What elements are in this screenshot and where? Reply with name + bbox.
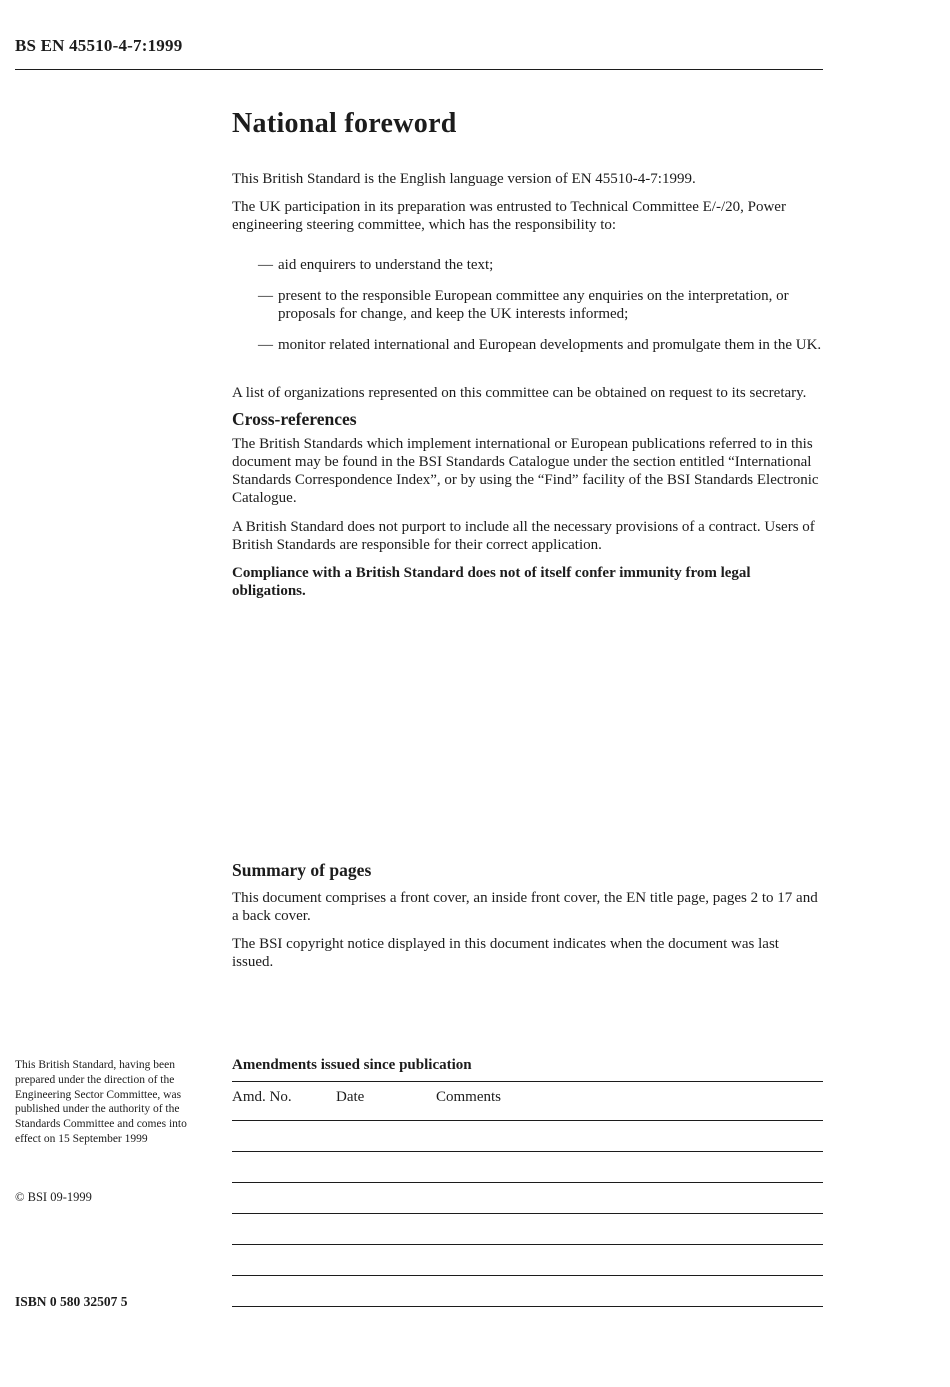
paragraph-contract: A British Standard does not purport to include all the necessary provisions of a contract. Users of British Standards are responsible for their correct application. — [232, 519, 815, 553]
bullet-dash: — — [258, 288, 273, 304]
document-number: BS EN 45510-4-7:1999 — [15, 36, 183, 55]
header-divider — [15, 69, 823, 70]
column-header-amd-no: Amd. No. — [232, 1089, 292, 1105]
paragraph-version: This British Standard is the English language version of EN 45510-4-7:1999. — [232, 171, 696, 187]
bullet-item — [232, 256, 823, 274]
amendments-section — [232, 1056, 823, 1307]
paragraph-summary-pages: This document comprises a front cover, an inside front cover, the EN title page, pages 2 to 17 and a back cover. — [232, 890, 818, 924]
amendments-table — [232, 1081, 823, 1307]
bullet-text: aid enquirers to understand the text; — [278, 257, 494, 273]
cross-references-heading: Cross-references — [232, 409, 357, 429]
bullet-dash: — — [258, 337, 273, 353]
amendments-empty-row — [232, 1245, 823, 1276]
paragraph-cross-refs: The British Standards which implement international or European publications referred to in this document may be found in the BSI Standards Catalogue under the section entitled “International Standards Correspondence Index”, or by using the “Find” facility of the BSI Standards Electronic Catalogue. — [232, 436, 819, 506]
paragraph-copyright-notice: The BSI copyright notice displayed in this document indicates when the document was last issued. — [232, 936, 779, 970]
amendments-table-header — [232, 1082, 823, 1121]
column-header-comments: Comments — [436, 1089, 502, 1105]
copyright-notice: © BSI 09-1999 — [15, 1190, 92, 1204]
bullet-item — [232, 336, 823, 354]
amendments-empty-row — [232, 1214, 823, 1245]
amendments-empty-row — [232, 1183, 823, 1214]
summary-of-pages-heading: Summary of pages — [232, 860, 372, 880]
paragraph-list-orgs: A list of organizations represented on this committee can be obtained on request to its secretary. — [232, 385, 807, 401]
bullet-item — [232, 287, 823, 323]
publication-note: This British Standard, having been prepared under the direction of the Engineering Sector Committee, was published under the authority of the Standards Committee and comes into effect on 15 September 1999 — [15, 1059, 187, 1145]
amendments-empty-row — [232, 1121, 823, 1152]
bullet-dash: — — [258, 257, 273, 273]
column-header-date: Date — [336, 1089, 365, 1105]
isbn-number: ISBN 0 580 32507 5 — [15, 1294, 128, 1309]
bullet-text: monitor related international and European developments and promulgate them in the UK. — [278, 337, 822, 353]
amendments-empty-row — [232, 1152, 823, 1183]
paragraph-participation: The UK participation in its preparation was entrusted to Technical Committee E/-/20, Power engineering steering committee, which has the responsibility to: — [232, 199, 786, 233]
amendments-heading: Amendments issued since publication — [232, 1057, 472, 1073]
page-title: National foreword — [232, 108, 457, 139]
paragraph-compliance: Compliance with a British Standard does not of itself confer immunity from legal obligations. — [232, 565, 751, 599]
foreword-section — [232, 108, 823, 981]
amendments-empty-row — [232, 1276, 823, 1307]
bullet-text: present to the responsible European committee any enquiries on the interpretation, or proposals for change, and keep the UK interests informed; — [278, 288, 789, 322]
